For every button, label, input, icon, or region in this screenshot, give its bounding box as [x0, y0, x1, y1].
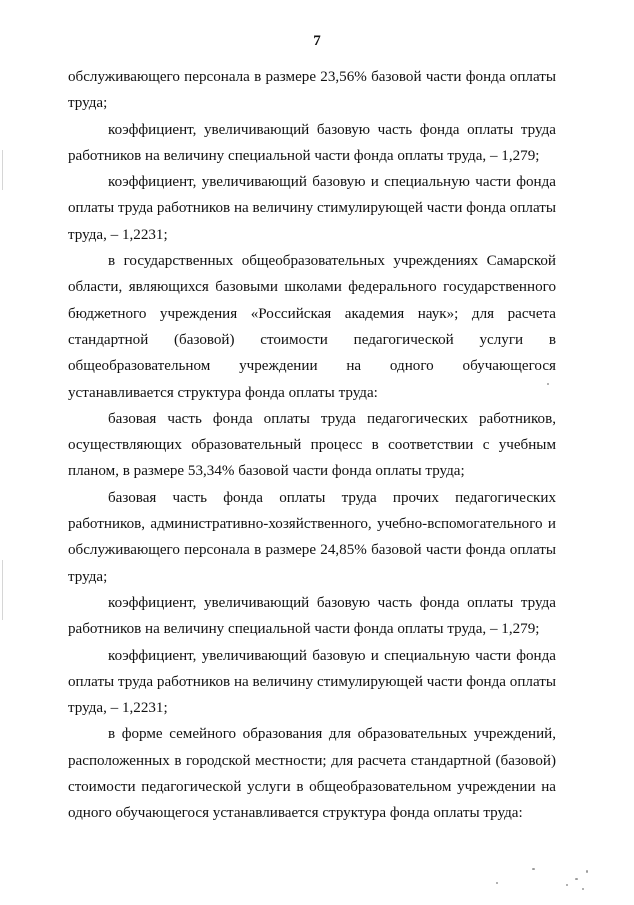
paragraph-staff-base-share: базовая часть фонда оплаты труда прочих педагогических работников, административно-хозяйственного, учебно-вспомогательного и обслуживающего персонала в размере 24,85% базовой части фонда оплаты труда;: [68, 489, 556, 585]
page-number: 7: [313, 33, 321, 49]
scan-speck: [566, 884, 568, 886]
paragraph-family-education: в форме семейного образования для образовательных учреждений, расположенных в городской местности; для расчета стандартной (базовой) стоимости педагогической услуги в общеобразовательном учреждении на одного обучающегося устанавливается структура фонда оплаты труда:: [68, 726, 556, 822]
scan-speck: [575, 878, 578, 880]
document-body: [68, 64, 556, 827]
scan-speck: [586, 870, 588, 873]
paragraph-stimulating-coefficient-2: коэффициент, увеличивающий базовую и специальную части фонда оплаты труда работников на величину стимулирующей части фонда оплаты труда, – 1,2231;: [68, 647, 556, 717]
scan-speck: [582, 888, 584, 890]
scan-speck: [532, 868, 535, 870]
scan-edge-mark: [2, 150, 3, 190]
paragraph-academy-schools: в государственных общеобразовательных учреждениях Самарской области, являющихся базовыми школами федерального государственного бюджетного учреждения «Российская академия наук»; для расчета стандартной (базовой) стоимости педагогической услуги в общеобразовательном учреждении на одного обучающегося устанавливается структура фонда оплаты труда:: [68, 253, 556, 401]
scan-speck: [547, 383, 549, 385]
scan-edge-mark: [2, 560, 3, 620]
paragraph-continuation: обслуживающего персонала в размере 23,56% базовой части фонда оплаты труда;: [68, 69, 556, 112]
paragraph-special-coefficient-2: коэффициент, увеличивающий базовую часть фонда оплаты труда работников на величину специальной части фонда оплаты труда, – 1,279;: [68, 594, 556, 638]
scan-speck: [496, 882, 498, 884]
paragraph-stimulating-coefficient: коэффициент, увеличивающий базовую и специальную части фонда оплаты труда работников на величину стимулирующей части фонда оплаты труда, – 1,2231;: [68, 174, 556, 243]
paragraph-teachers-base-share: базовая часть фонда оплаты труда педагогических работников, осуществляющих образовательный процесс в соответствии с учебным планом, в размере 53,34% базовой части фонда оплаты труда;: [68, 410, 556, 480]
paragraph-special-coefficient: коэффициент, увеличивающий базовую часть фонда оплаты труда работников на величину специальной части фонда оплаты труда, – 1,279;: [68, 121, 556, 164]
